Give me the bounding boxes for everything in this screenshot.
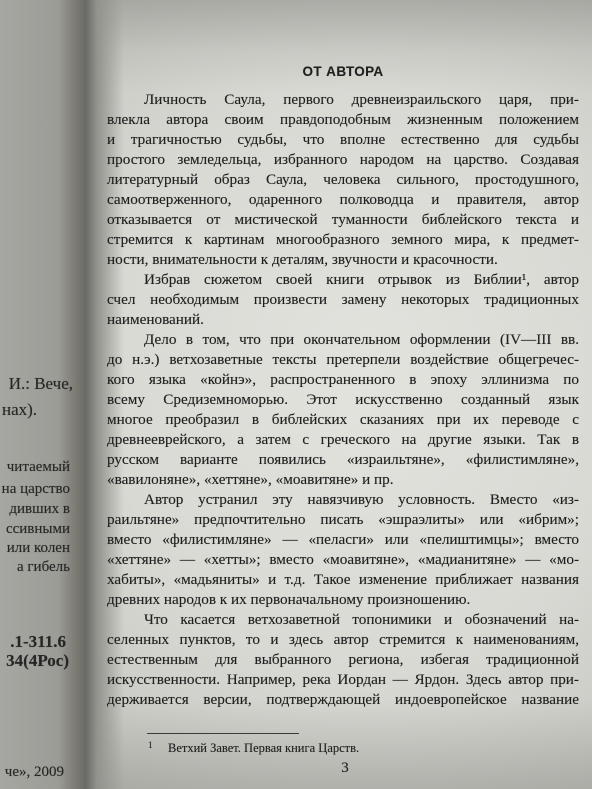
facing-page-text-fragment: дивших в bbox=[9, 501, 70, 517]
footnote-text: Ветхий Завет. Первая книга Царств. bbox=[168, 741, 360, 755]
facing-page-text-fragment: читаемый bbox=[6, 459, 70, 475]
chapter-heading: ОТ АВТОРА bbox=[302, 64, 384, 79]
facing-page-text-fragment: или колен bbox=[6, 540, 70, 556]
text-line: держивается версии, подтверждающей индоевропейское название bbox=[107, 691, 579, 708]
text-line: влекла автора своим правдоподобным жизненным положением bbox=[107, 111, 579, 128]
text-line: стремится к картинам многообразного земного мира, к предмет- bbox=[107, 231, 579, 248]
text-line: литературный образ Саула, человека сильного, простодушного, bbox=[107, 171, 579, 188]
text-line: русском варианте появились «израильтяне», «филистимляне», bbox=[107, 451, 579, 468]
facing-page-text-fragment: ссивными bbox=[5, 521, 70, 537]
body-text bbox=[107, 90, 579, 710]
paragraph bbox=[107, 610, 579, 710]
facing-page-classification-code: 34(4Рос) bbox=[6, 651, 69, 670]
text-line: многое преобразил в библейских сказаниях при их переводе с bbox=[107, 411, 579, 428]
text-line: счел необходимым произвести замену некоторых традиционных bbox=[107, 291, 579, 308]
text-line: раильтяне» предпочтительно писать «эшраэлиты» или «ибрим»; bbox=[107, 511, 579, 528]
text-line: «вавилоняне», «хеттяне», «моавитяне» и пр. bbox=[107, 471, 394, 488]
text-line: до н.э.) ветхозаветные тексты претерпели воздействие общегречес- bbox=[107, 351, 579, 368]
text-line: вместо «филистимляне» — «пеласги» или «пелиштимцы»; вместо bbox=[107, 531, 579, 548]
facing-page-copyright: че», 2009 bbox=[4, 764, 64, 780]
facing-page-classification-code: .1-311.6 bbox=[10, 632, 66, 651]
facing-page-text-fragment: а гибель bbox=[16, 559, 70, 575]
text-line: и трагичностью судьбы, что вполне естественно для судьбы bbox=[107, 131, 579, 148]
facing-page-text-fragment: нах). bbox=[2, 400, 38, 419]
footnote-marker: 1 bbox=[148, 740, 153, 750]
text-line: кого языка «койнэ», распространенного в эпоху эллинизма по bbox=[107, 371, 579, 388]
text-line: отказывается от мистической туманности библейского текста и bbox=[107, 211, 579, 228]
text-line: искусственности. Например, река Иордан — Ярдон. Здесь автор при- bbox=[107, 671, 579, 688]
page-number: 3 bbox=[341, 760, 349, 776]
text-line: Личность Саула, первого древнеизраильского царя, при- bbox=[144, 91, 579, 108]
paragraph bbox=[107, 90, 579, 270]
text-line: Избрав сюжетом своей книги отрывок из Библии¹, автор bbox=[144, 271, 579, 288]
text-line: естественным для выбранного региона, избегая традиционной bbox=[107, 651, 579, 668]
text-line: древних народов к их первоначальному произношению. bbox=[107, 591, 471, 608]
text-line: хабиты», «мадьяниты» и т.д. Такое изменение приближает названия bbox=[107, 571, 579, 588]
text-line: «хеттяне» — «хетты»; вместо «моавитяне», «мадианитяне» — «мо- bbox=[107, 551, 579, 568]
text-line: ности, внимательности к деталям, звучности и красочности. bbox=[107, 251, 498, 268]
facing-page-text-fragment: И.: Вече, bbox=[8, 374, 73, 393]
footnote bbox=[148, 737, 359, 756]
text-line: Автор устранил эту навязчивую условность. Вместо «из- bbox=[144, 491, 579, 508]
text-line: Что касается ветхозаветной топонимики и обозначений на- bbox=[144, 611, 579, 628]
footnote-rule bbox=[147, 733, 299, 734]
paragraph bbox=[107, 490, 579, 610]
text-line: селенных пунктов, то и здесь автор стремится к наименованиям, bbox=[107, 631, 579, 648]
paragraph bbox=[107, 330, 579, 490]
facing-page-text-fragment: на царство bbox=[1, 481, 70, 497]
text-line: наименований. bbox=[107, 311, 204, 328]
paragraph bbox=[107, 270, 579, 330]
text-line: самоотверженного, одаренного полководца и правителя, автор bbox=[107, 191, 579, 208]
text-line: всему Средиземноморью. Этот искусственно созданный язык bbox=[107, 391, 579, 408]
text-line: древнееврейского, а затем с греческого на другие языки. Так в bbox=[107, 431, 579, 448]
text-line: Дело в том, что при окончательном оформлении (IV—III вв. bbox=[144, 331, 579, 348]
text-line: простого земледельца, избранного народом на царство. Создавая bbox=[107, 151, 579, 168]
